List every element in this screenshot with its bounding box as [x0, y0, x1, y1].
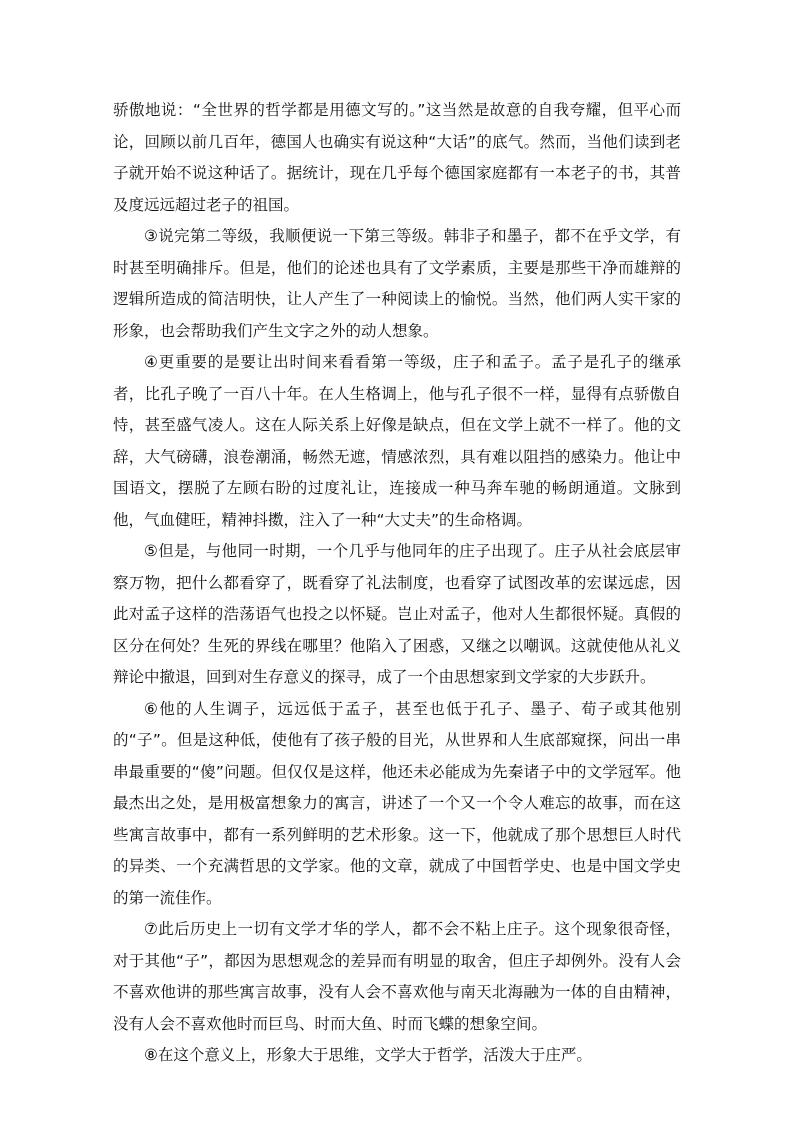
- paragraph-8: ⑧在这个意义上，形象大于思维，文学大于哲学，活泼大于庄严。: [144, 1046, 592, 1064]
- paragraph-6: ⑥他的人生调子，远远低于孟子，甚至也低于孔子、墨子、荀子或其他别的“子”。但是这种低，使他有了孩子般的目光，从世界和人生底部窥探，问出一串串最重要的“傻”问题。但仅仅是这样，他还未必能成为先秦诸子中的文学冠军。他最杰出之处，是用极富想象力的寓言，讲述了一个又一个令人难忘的故事，而在这些寓言故事中，都有一系列鲜明的艺术形象。这一下，他就成了那个思想巨人时代的异类、一个充满哲思的文学家。他的文章，就成了中国哲学史、也是中国文学史的第一流佳作。: [113, 699, 681, 907]
- paragraph-3: ③说完第二等级，我顺便说一下第三等级。韩非子和墨子，都不在乎文学，有时甚至明确排斥。但是，他们的论述也具有了文学素质，主要是那些干净而雄辩的逻辑所造成的简洁明快，让人产生了一种阅读上的愉悦。当然，他们两人实干家的形象，也会帮助我们产生文字之外的动人想象。: [113, 227, 681, 340]
- document-page: [113, 95, 681, 1072]
- paragraph-4: ④更重要的是要让出时间来看看第一等级，庄子和孟子。孟子是孔子的继承者，比孔子晚了一百八十年。在人生格调上，他与孔子很不一样，显得有点骄傲自恃，甚至盛气凌人。这在人际关系上好像是缺点，但在文学上就不一样了。他的文辞，大气磅礴，浪卷潮涌，畅然无遮，情感浓烈，具有难以阻挡的感染力。他让中国语文，摆脱了左顾右盼的过度礼让，连接成一种马奔车驰的畅朗通道。文脉到他，气血健旺，精神抖擞，注入了一种“大丈夫”的生命格调。: [113, 353, 681, 529]
- paragraph-5: ⑤但是，与他同一时期，一个几乎与他同年的庄子出现了。庄子从社会底层审察万物，把什么都看穿了，既看穿了礼法制度，也看穿了试图改革的宏谋远虑，因此对孟子这样的浩荡语气也投之以怀疑。岂止对孟子，他对人生都很怀疑。真假的区分在何处？生死的界线在哪里？他陷入了困惑，又继之以嘲讽。这就使他从礼义辩论中撤退，回到对生存意义的探寻，成了一个由思想家到文学家的大步跃升。: [113, 542, 681, 686]
- paragraph-continued: 骄傲地说：“全世界的哲学都是用德文写的。”这当然是故意的自我夸耀，但平心而论，回顾以前几百年，德国人也确实有说这种“大话”的底气。然而，当他们读到老子就开始不说这种话了。据统计，现在几乎每个德国家庭都有一本老子的书，其普及度远远超过老子的祖国。: [113, 101, 681, 214]
- paragraph-7: ⑦此后历史上一切有文学才华的学人，都不会不粘上庄子。这个现象很奇怪，对于其他“子”，都因为思想观念的差异而有明显的取舍，但庄子却例外。没有人会不喜欢他讲的那些寓言故事，没有人会不喜欢他与南天北海融为一体的自由精神，没有人会不喜欢他时而巨鸟、时而大鱼、时而飞蝶的想象空间。: [113, 920, 681, 1033]
